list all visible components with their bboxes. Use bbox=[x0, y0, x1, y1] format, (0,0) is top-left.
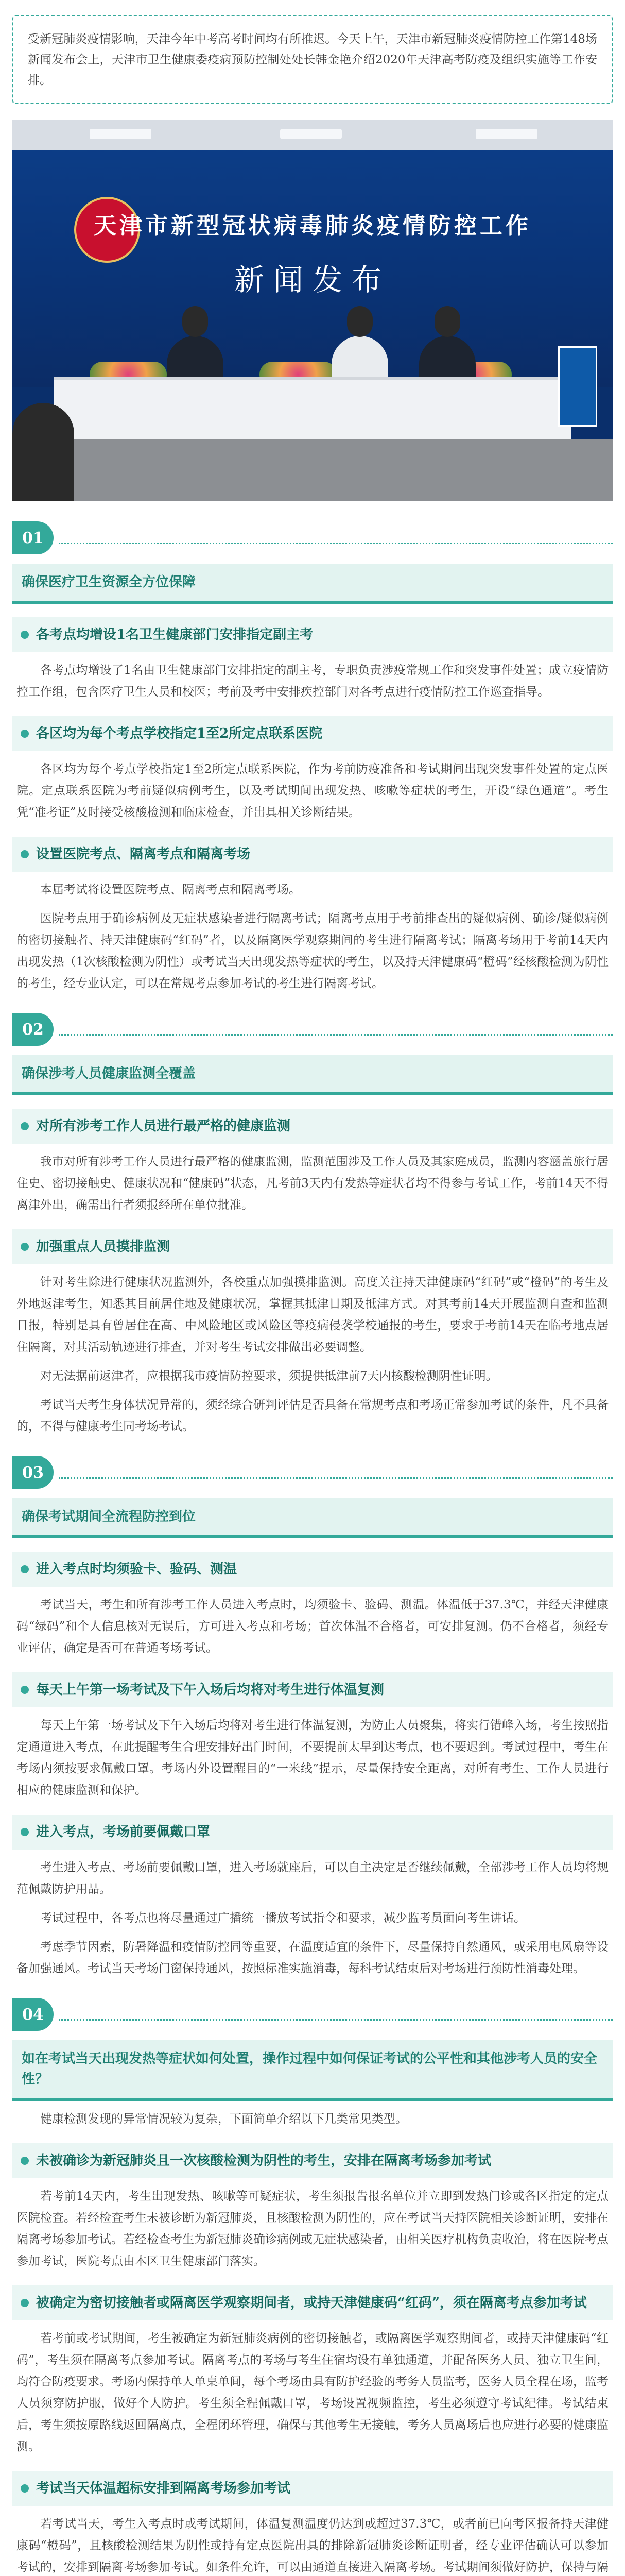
subsection-heading bbox=[12, 2285, 613, 2320]
bullet-icon bbox=[21, 2157, 29, 2165]
subsection-title: 加强重点人员摸排监测 bbox=[36, 1239, 170, 1255]
section-title: 确保考试期间全流程防控到位 bbox=[12, 1498, 613, 1535]
body-paragraph: 医院考点用于确诊病例及无症状感染者进行隔离考试；隔离考点用于考前排查出的疑似病例、确诊/疑似病例的密切接触者、持天津健康码“红码”者，以及隔离医学观察期间的考生进行隔离考试；隔离考场用于考前14天内出现发热（1次核酸检测为阴性）或考试当天出现发热等症状的考生，以及持天津健康码“橙码”经核酸检测为阴性的考生，经专业认定，可以在常规考点参加考试的考生进行隔离考试。 bbox=[16, 912, 609, 990]
bullet-icon bbox=[21, 1828, 29, 1836]
section-03 bbox=[12, 1451, 613, 1979]
body-paragraph: 考试当天考生身体状况异常的，须经综合研判评估是否具备在常规考点和考场正常参加考试的条件，凡不具备的，不得与健康考生同考场考试。 bbox=[16, 1398, 609, 1433]
section-underline bbox=[12, 1092, 613, 1095]
banner-subtitle: 新闻发布 bbox=[234, 262, 391, 297]
subsection-heading bbox=[12, 1552, 613, 1587]
press-table bbox=[54, 377, 571, 442]
subsection-title: 考试当天体温超标安排到隔离考场参加考试 bbox=[36, 2481, 291, 2496]
subsection-heading bbox=[12, 837, 613, 872]
intro-text: 受新冠肺炎疫情影响，天津今年中考高考时间均有所推迟。今天上午，天津市新冠肺炎疫情防控工作第148场新闻发布会上，天津市卫生健康委疫病预防控制处处长韩金艳介绍2020年天津高考防疫及组织实施等工作安排。 bbox=[28, 32, 597, 87]
subsection-heading bbox=[12, 1815, 613, 1850]
section-02 bbox=[12, 1008, 613, 1437]
body-paragraph: 各区均为每个考点学校指定1至2所定点联系医院，作为考前防疫准备和考试期间出现突发事件处置的定点医院。定点联系医院为考前疑似病例考生，以及考试期间出现发热、咳嗽等症状的考生，开设“绿色通道”。考生凭“准考证”及时接受核酸检测和临床检查，并出具相关诊断结果。 bbox=[16, 762, 609, 819]
subsection-title: 每天上午第一场考试及下午入场后均将对考生进行体温复测 bbox=[36, 1682, 385, 1698]
body-paragraph: 考试过程中，各考点也将尽量通过广播统一播放考试指令和要求，减少监考员面向考生讲话。 bbox=[40, 1911, 526, 1925]
section-title: 确保医疗卫生资源全方位保障 bbox=[12, 564, 613, 601]
bullet-icon bbox=[21, 730, 29, 738]
section-underline bbox=[12, 1535, 613, 1538]
body-paragraph: 各考点均增设了1名由卫生健康部门安排指定的副主考，专职负责涉疫常规工作和突发事件处置；成立疫情防控工作组，包含医疗卫生人员和校医；考前及考中安排疾控部门对各考点进行疫情防控工作巡查指导。 bbox=[16, 664, 609, 699]
press-conference-photo bbox=[12, 120, 613, 501]
article-page bbox=[0, 15, 625, 2576]
body-paragraph: 健康检测发现的异常情况较为复杂，下面简单介绍以下几类常见类型。 bbox=[40, 2112, 407, 2126]
subsection-title: 未被确诊为新冠肺炎且一次核酸检测为阴性的考生，安排在隔离考场参加考试 bbox=[36, 2153, 492, 2168]
body-paragraph: 本届考试将设置医院考点、隔离考点和隔离考场。 bbox=[40, 883, 301, 896]
subsection-title: 进入考点时均须验卡、验码、测温 bbox=[36, 1562, 237, 1577]
subsection-title: 各区均为每个考点学校指定1至2所定点联系医院 bbox=[36, 726, 323, 741]
subsection-heading bbox=[12, 617, 613, 652]
section-01 bbox=[12, 516, 613, 994]
subsection-title: 进入考点，考场前要佩戴口罩 bbox=[36, 1824, 211, 1840]
section-header bbox=[12, 516, 613, 604]
section-header bbox=[12, 1008, 613, 1095]
section-underline bbox=[12, 2098, 613, 2101]
bullet-icon bbox=[21, 1243, 29, 1251]
subsection-heading bbox=[12, 1672, 613, 1707]
bullet-icon bbox=[21, 2299, 29, 2307]
body-paragraph: 考虑季节因素，防暑降温和疫情防控同等重要，在温度适宜的条件下，尽量保持自然通风，或采用电风扇等设备加强通风。考试当天考场门窗保持通风，按照标准实施消毒，每科考试结束后对考场进行预防性消毒处理。 bbox=[16, 1940, 609, 1975]
subsection-heading bbox=[12, 716, 613, 751]
body-paragraph: 若考试当天，考生入考点时或考试期间，体温复测温度仍达到或超过37.3℃，或者前已向考区报备持天津健康码“橙码”，且核酸检测结果为阴性或持有定点医院出具的排除新冠肺炎诊断证明者，经专业评估确认可以参加考试的，安排到隔离考场参加考试。如条件允许，可以由通道直接进入隔离考场。考试期间须做好防护，保持与隔 bbox=[16, 2517, 609, 2574]
body-paragraph: 对无法据前返津者，应根据我市疫情防控要求，须提供抵津前7天内核酸检测阴性证明。 bbox=[40, 1369, 498, 1383]
subsection-title: 对所有涉考工作人员进行最严格的健康监测 bbox=[36, 1118, 291, 1134]
subsection-heading bbox=[12, 2143, 613, 2178]
body-paragraph: 每天上午第一场考试及下午入场后均将对考生进行体温复测，为防止人员聚集，将实行错峰入场，考生按照指定通道进入考点，在此提醒考生合理安排好出门时间，不要提前太早到达考点，也不要迟到。考试过程中，考生在考场内须按要求佩戴口罩。考场内外设置醒目的“一米线”提示，尽量保持安全距离，对所有考生、工作人员进行相应的健康监测和保护。 bbox=[16, 1719, 609, 1797]
section-title: 确保涉考人员健康监测全覆盖 bbox=[12, 1055, 613, 1092]
section-number-badge: 02 bbox=[12, 1013, 54, 1046]
subsection-heading bbox=[12, 1229, 613, 1264]
subsection-title: 被确定为密切接触者或隔离医学观察期间者，或持天津健康码“红码”，须在隔离考点参加考试 bbox=[36, 2295, 587, 2311]
article-sections bbox=[0, 516, 625, 2576]
banner-title: 天津市新型冠状病毒肺炎疫情防控工作 bbox=[94, 213, 531, 239]
body-paragraph: 针对考生除进行健康状况监测外，各校重点加强摸排监测。高度关注持天津健康码“红码”或“橙码”的考生及外地返津考生，知悉其目前居住地及健康状况，掌握其抵津日期及抵津方式。对其考前14天开展监测自查和监测日报，特别是具有曾居住在高、中风险地区或风险区等疫病侵袭学校通报的考生，要求于考前14天在临考地点居住隔离，对其活动轨迹进行排查，并对考生考试安排做出必要调整。 bbox=[16, 1276, 609, 1354]
bullet-icon bbox=[21, 2484, 29, 2493]
section-04 bbox=[12, 1993, 613, 2576]
subsection-heading bbox=[12, 2471, 613, 2506]
section-number-badge: 03 bbox=[12, 1456, 54, 1489]
section-header bbox=[12, 1451, 613, 1538]
bullet-icon bbox=[21, 850, 29, 858]
body-paragraph: 我市对所有涉考工作人员进行最严格的健康监测，监测范围涉及工作人员及其家庭成员，监测内容涵盖旅行居住史、密切接触史、健康状况和“健康码”状态，凡考前3天内有发热等症状者均不得参与考试工作，考前14天不得离津外出，确需出行者须报经所在单位批准。 bbox=[16, 1155, 609, 1212]
dotted-divider bbox=[59, 1034, 613, 1036]
section-title: 如在考试当天出现发热等症状如何处置，操作过程中如何保证考试的公平性和其他涉考人员的安全性？ bbox=[12, 2040, 613, 2098]
bullet-icon bbox=[21, 631, 29, 639]
dotted-divider bbox=[59, 2019, 613, 2021]
dotted-divider bbox=[59, 543, 613, 544]
dotted-divider bbox=[59, 1477, 613, 1479]
body-paragraph: 考生进入考点、考场前要佩戴口罩，进入考场就座后，可以自主决定是否继续佩戴，全部涉考工作人员均将规范佩戴防护用品。 bbox=[16, 1861, 609, 1896]
bullet-icon bbox=[21, 1565, 29, 1573]
subsection-heading bbox=[12, 1109, 613, 1144]
body-paragraph: 若考前14天内，考生出现发热、咳嗽等可疑症状，考生须报告报名单位并立即到发热门诊或各区指定的定点医院检查。若经检查考生未被诊断为新冠肺炎，且核酸检测为阴性的，应在考试当天持医院相关诊断证明，安排在隔离考场参加考试。若经检查考生为新冠肺炎确诊病例或无症状感染者，由相关医疗机构负责收治，将在医院考点参加考试，医院考点由本区卫生健康部门落实。 bbox=[16, 2190, 609, 2268]
bullet-icon bbox=[21, 1122, 29, 1130]
subsection-title: 各考点均增设1名卫生健康部门安排指定副主考 bbox=[36, 627, 314, 642]
body-paragraph: 考试当天，考生和所有涉考工作人员进入考点时，均须验卡、验码、测温。体温低于37.3℃，并经天津健康码“绿码”和个人信息核对无误后，方可进入考点和考场；首次体温不合格者，可安排复测。仍不合格者，须经专业评估，确定是否可在普通考场考试。 bbox=[16, 1598, 609, 1655]
section-underline bbox=[12, 601, 613, 604]
subsection-title: 设置医院考点、隔离考点和隔离考场 bbox=[36, 846, 251, 862]
body-paragraph: 若考前或考试期间，考生被确定为新冠肺炎病例的密切接触者，或隔离医学观察期间者，或持天津健康码“红码”，考生须在隔离考点参加考试。隔离考点的考场与考生住宿均设有单独通道，并配备医务人员、独立卫生间，均符合防疫要求。考场内保持单人单桌单间，每个考场由具有防护经验的考务人员监考，医务人员全程在场，监考人员须穿防护服，做好个人防护。考生须全程佩戴口罩，考场设置视频监控，考生必须遵守考试纪律。考试结束后，考生须按原路线返回隔离点，全程闭环管理，确保与其他考生无接触，考务人员离场后也应进行必要的健康监测。 bbox=[16, 2332, 609, 2453]
section-number-badge: 04 bbox=[12, 1998, 54, 2031]
section-number-badge: 01 bbox=[12, 521, 54, 554]
section-header bbox=[12, 1993, 613, 2101]
intro-box bbox=[12, 15, 613, 104]
bullet-icon bbox=[21, 1686, 29, 1694]
